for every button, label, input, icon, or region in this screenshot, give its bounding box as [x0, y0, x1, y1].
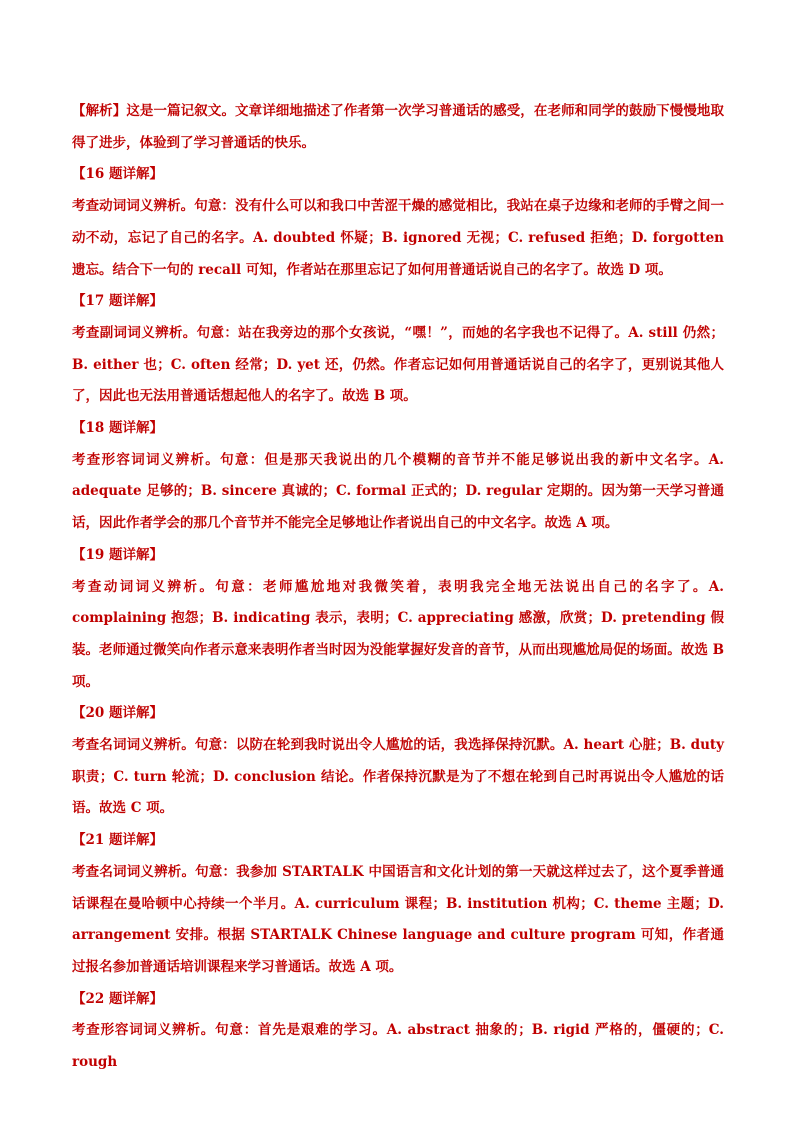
analysis-text: 这是一篇记叙文。文章详细地描述了作者第一次学习普通话的感受，在老师和同学的鼓励下慢慢地取得了进步，体验到了学习普通话的快乐。: [72, 103, 725, 151]
section-18: [72, 413, 724, 540]
section-heading: 【16 题详解】: [72, 166, 163, 183]
section-17: [72, 286, 724, 413]
section-body: 考查形容词词义辨析。句意：但是那天我说出的几个模糊的音节并不能足够说出我的新中文名字。A. adequate 足够的；B. sincere 真诚的；C. formal 正式的；D. regular 定期的。因为第一天学习普通话，因此作者学会的那几个音节并不能完全足够地让作者说出自己的中文名字。故选 A 项。: [72, 451, 724, 532]
section-21: [72, 825, 724, 984]
section-19: [72, 540, 724, 699]
section-heading: 【17 题详解】: [72, 293, 163, 310]
section-22: [72, 984, 724, 1079]
section-body: 考查动词词义辨析。句意：老师尴尬地对我微笑着，表明我完全地无法说出自己的名字了。A. complaining 抱怨；B. indicating 表示，表明；C. appreciating 感激，欣赏；D. pretending 假装。老师通过微笑向作者示意来表明作者当时因为没能掌握好发音的音节，从而出现尴尬局促的场面。故选 B 项。: [72, 578, 724, 690]
document-body: [72, 96, 724, 1079]
section-body: 考查副词词义辨析。句意：站在我旁边的那个女孩说，“嘿！”，而她的名字我也不记得了。A. still 仍然；B. either 也；C. often 经常；D. yet 还，仍然。作者忘记如何用普通话说自己的名字了，更别说其他人了，因此也无法用普通话想起他人的名字了。故选 B 项。: [72, 324, 724, 405]
section-heading: 【19 题详解】: [72, 546, 163, 563]
section-body: 考查形容词词义辨析。句意：首先是艰难的学习。A. abstract 抽象的；B. rigid 严格的，僵硬的；C. rough: [72, 1022, 724, 1071]
analysis-intro: [72, 96, 724, 159]
section-heading: 【21 题详解】: [72, 832, 163, 849]
section-heading: 【22 题详解】: [72, 990, 163, 1007]
section-16: [72, 159, 724, 286]
section-20: [72, 698, 724, 825]
section-heading: 【18 题详解】: [72, 420, 163, 437]
section-body: 考查名词词义辨析。句意：以防在轮到我时说出令人尴尬的话，我选择保持沉默。A. heart 心脏；B. duty 职责；C. turn 轮流；D. conclusion 结论。作者保持沉默是为了不想在轮到自己时再说出令人尴尬的话语。故选 C 项。: [72, 737, 724, 817]
section-heading: 【20 题详解】: [72, 705, 163, 722]
analysis-tag: 【解析】: [72, 103, 127, 119]
section-body: 考查动词词义辨析。句意：没有什么可以和我口中苦涩干燥的感觉相比，我站在桌子边缘和老师的手臂之间一动不动，忘记了自己的名字。A. doubted 怀疑；B. ignored 无视；C. refused 拒绝；D. forgotten 遗忘。结合下一句的 recall 可知，作者站在那里忘记了如何用普通话说自己的名字了。故选 D 项。: [72, 198, 724, 278]
section-body: 考查名词词义辨析。句意：我参加 STARTALK 中国语言和文化计划的第一天就这样过去了，这个夏季普通话课程在曼哈顿中心持续一个半月。A. curriculum 课程；B. institution 机构；C. theme 主题；D. arrangement 安排。根据 STARTALK Chinese language and culture program 可知，作者通过报名参加普通话培训课程来学习普通话。故选 A 项。: [72, 863, 724, 975]
